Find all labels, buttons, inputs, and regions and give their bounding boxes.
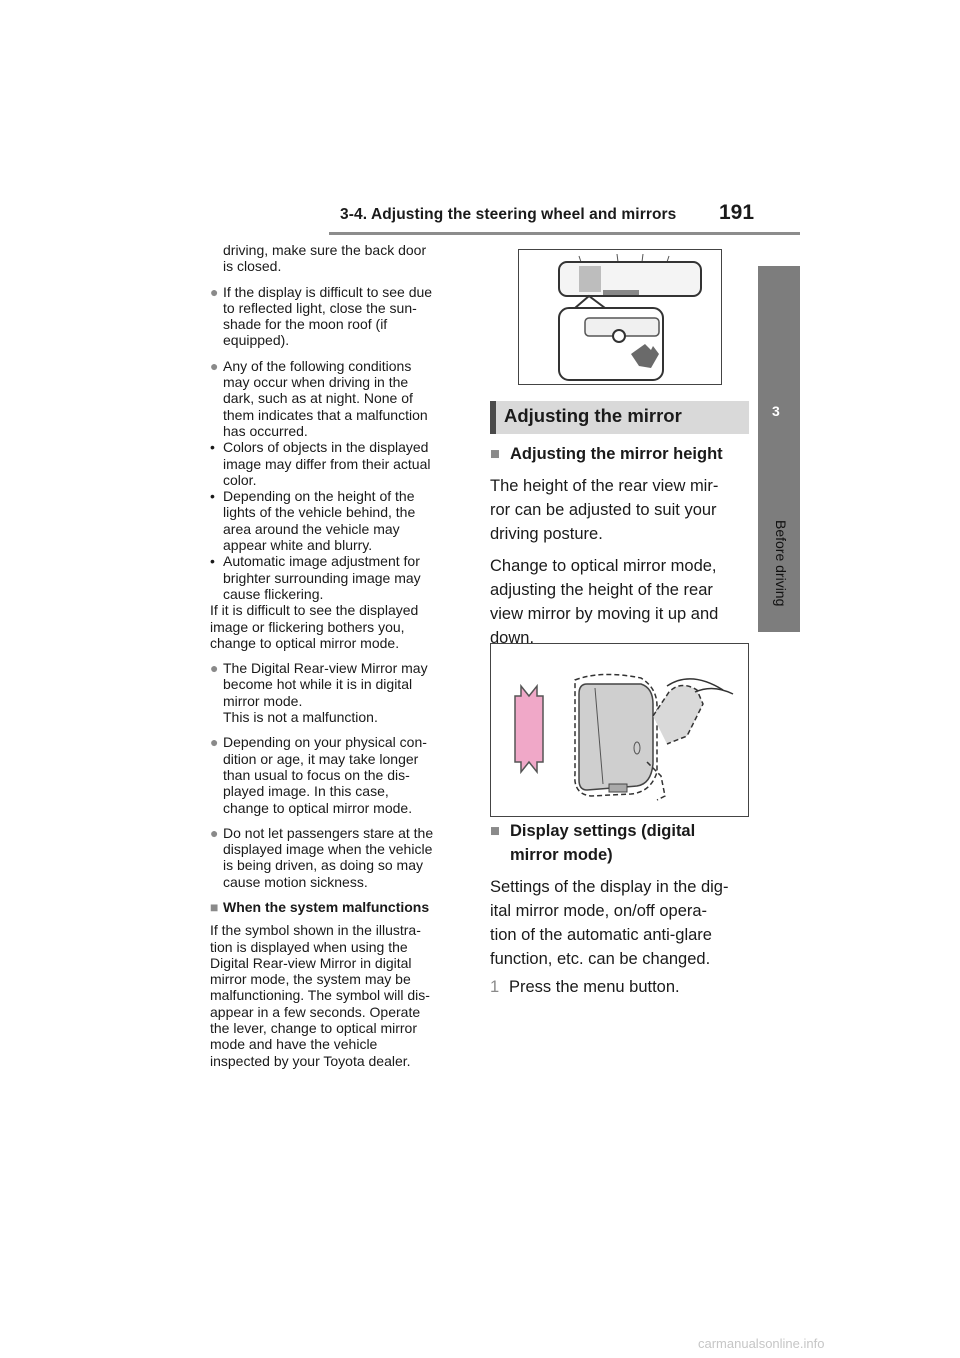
mirror-height-heading: ■ Adjusting the mirror height: [490, 442, 752, 466]
step-item: [490, 975, 752, 999]
display-settings-paragraph: Settings of the display in the dig- ital mirror mode, on/off opera- tion of the automatic anti-glare function, etc. can be changed.: [490, 878, 729, 968]
bullet-dot-icon: ●: [210, 660, 219, 677]
dash-item: • Automatic image adjustment for brighter surrounding image may cause flickering.: [210, 553, 421, 602]
mirror-height-paragraph: The height of the rear view mir- ror can be adjusted to suit your driving posture.: [490, 477, 719, 543]
mirror-illustration-svg: [519, 250, 721, 384]
dash-item: • Colors of objects in the displayed image may differ from their actual color.: [210, 439, 431, 488]
bullet-dot-icon: ●: [210, 283, 219, 300]
bullet-text: Depending on your physical con- dition or age, it may take longer than usual to focus on the dis- played image. In this case, change to optical mirror mode.: [223, 734, 427, 816]
header-rule: [329, 232, 800, 235]
malfunction-paragraph: If the symbol shown in the illustra- tion is displayed when using the Digital Rear-view Mirror in digital mirror mode, the system may be malfunctioning. The symbol will dis- appear in a few seconds. Operate the lever, change to optical mirror mode and have the vehicle inspected by your Toyota dealer.: [210, 922, 430, 1069]
step-number: 1: [490, 978, 500, 996]
square-bullet-icon: ■: [210, 898, 219, 915]
banner-title: Adjusting the mirror: [504, 405, 682, 426]
right-column-lower: [490, 819, 752, 999]
mirror-height-svg: [491, 644, 748, 816]
dash-text: Colors of objects in the displayed image may differ from their actual color.: [223, 439, 431, 488]
bullet-item: [210, 284, 468, 349]
dash-text: Automatic image adjustment for brighter surrounding image may cause flickering.: [223, 553, 421, 602]
mirror-height-illustration: [490, 643, 749, 817]
bullet-text: If the display is difficult to see due to reflected light, close the sun- shade for the moon roof (if equipped).: [223, 283, 433, 349]
watermark: carmanualsonline.info: [698, 1336, 825, 1351]
right-column: [490, 442, 752, 650]
mirror-height-paragraph: Change to optical mirror mode, adjusting the height of the rear view mirror by moving it up and down.: [490, 557, 719, 647]
section-banner: [490, 401, 749, 434]
bullet-item: [210, 358, 468, 439]
left-column: [210, 242, 468, 1069]
chapter-tab-label: Before driving: [773, 520, 789, 607]
bullet-dot-icon: ●: [210, 357, 219, 374]
bullet-dot-icon: ●: [210, 824, 219, 841]
step-text: Press the menu button.: [509, 978, 680, 996]
display-settings-heading: ■ Display settings (digital mirror mode): [490, 819, 752, 867]
square-bullet-icon: ■: [490, 822, 500, 840]
section-title: 3-4. Adjusting the steering wheel and mirrors: [340, 206, 677, 223]
bullet-item: [210, 660, 468, 725]
dash-text: Depending on the height of the lights of the vehicle behind, the area around the vehicle may appear white and blurry.: [223, 488, 416, 554]
malfunction-heading: ■ When the system malfunctions: [210, 898, 430, 915]
banner-accent-bar: [490, 401, 496, 434]
bullet-dot-icon: ●: [210, 734, 219, 751]
bullet-text: Any of the following conditions may occur when driving in the dark, such as at night. None of them indicates that a malfunction has occurred.: [223, 357, 428, 439]
bullet-text: The Digital Rear-view Mirror may become hot while it is in digital mirror mode. This is not a malfunction.: [223, 660, 428, 726]
mirror-menu-button-illustration: [518, 249, 722, 385]
intro-line: is closed.: [223, 258, 282, 275]
page-number: 191: [719, 201, 755, 224]
bullet-text: Do not let passengers stare at the displayed image when the vehicle is being driven, as doing so may cause motion sickness.: [223, 824, 434, 890]
intro-line: driving, make sure the back door: [223, 242, 427, 258]
square-bullet-icon: ■: [490, 445, 500, 463]
bullet-item: [210, 734, 468, 815]
chapter-tab-number: 3: [772, 403, 780, 419]
dash-item: • Depending on the height of the lights of the vehicle behind, the area around the vehicle may appear white and blurry.: [210, 488, 416, 554]
note-paragraph: If it is difficult to see the displayed image or flickering bothers you, change to optical mirror mode.: [210, 602, 419, 651]
bullet-item: [210, 825, 468, 890]
